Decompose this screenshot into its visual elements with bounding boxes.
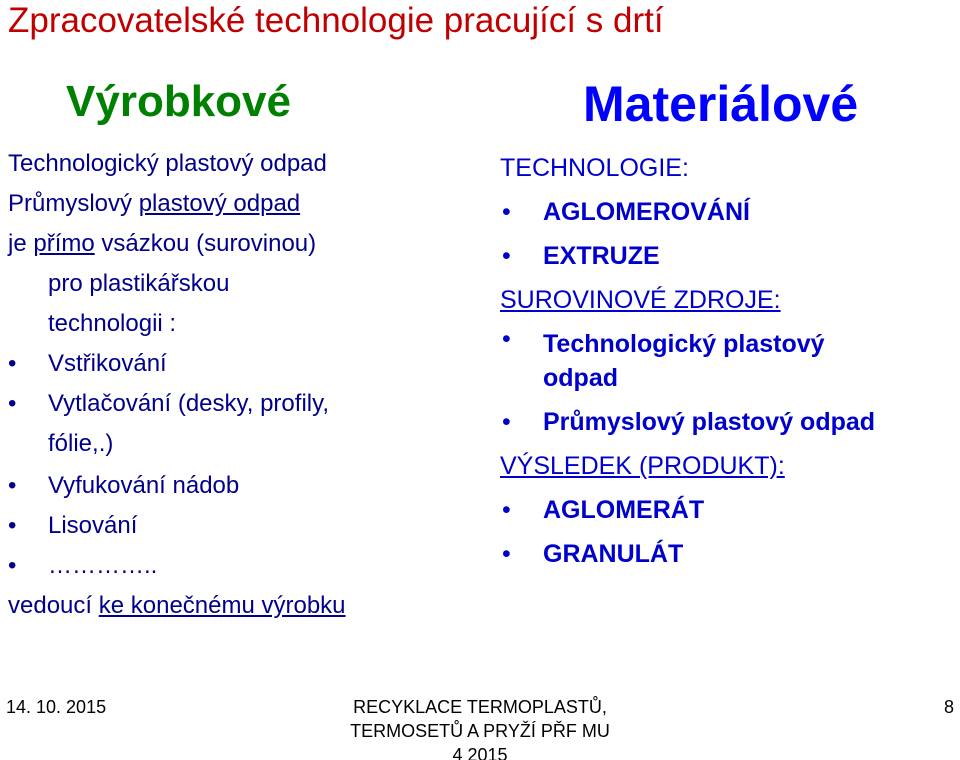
footer-page-number: 8	[943, 697, 954, 717]
footer-course-title	[0, 695, 960, 760]
right-heading: Materiálové	[583, 76, 859, 132]
item-aglomerat: • AGLOMERÁT	[500, 488, 955, 532]
bullet-vyfukovani: • Vyfukování nádob	[8, 466, 478, 506]
left-line-vedouci-underlined: ke konečnému výrobku	[98, 592, 346, 619]
item-technologicky-odpad-line1: Technologický plastový	[543, 330, 825, 358]
item-technologicky-odpad	[500, 322, 955, 400]
item-extruze: • EXTRUZE	[500, 234, 955, 278]
left-column	[8, 144, 478, 626]
left-line-prumyslovy-underlined: plastový odpad	[138, 190, 301, 217]
right-column	[500, 146, 955, 576]
bullet-lisovani: • Lisování	[8, 506, 478, 546]
footer-course-line3: 4 2015	[452, 745, 508, 760]
left-line-prumyslovy	[8, 184, 478, 224]
section-surovinove-zdroje: SUROVINOVÉ ZDROJE:	[500, 286, 781, 314]
left-line-primo-underlined: přímo	[33, 230, 95, 257]
bullet-vytlacovani-continued: fólie,.)	[48, 430, 114, 457]
left-line-primo-end: vsázkou (surovinou)	[94, 230, 317, 257]
bullet-vstrikovani: • Vstřikování	[8, 344, 478, 384]
left-line-primo	[8, 224, 478, 264]
bullet-ellipsis: • …………..	[8, 546, 478, 586]
left-line-plastikarskou: pro plastikářskou	[48, 270, 230, 297]
left-line-vedouci-start: vedoucí	[8, 592, 99, 619]
section-vysledek: VÝSLEDEK (PRODUKT):	[500, 452, 785, 480]
item-aglomerovani: • AGLOMEROVÁNÍ	[500, 190, 955, 234]
footer-course-line1: RECYKLACE TERMOPLASTŮ,	[353, 697, 607, 717]
left-heading: Výrobkové	[66, 77, 291, 126]
bullet-vytlacovani: • Vytlačování (desky, profily,	[8, 384, 478, 424]
item-granulat: • GRANULÁT	[500, 532, 955, 576]
left-line-vedouci	[8, 586, 478, 626]
item-technologicky-odpad-line2: odpad	[543, 364, 618, 392]
left-line-prumyslovy-start: Průmyslový	[8, 190, 139, 217]
section-technologie: TECHNOLOGIE:	[500, 154, 689, 182]
footer-course-line2: TERMOSETŮ A PRYŽÍ PŘF MU	[350, 721, 610, 741]
item-prumyslovy-odpad: • Průmyslový plastový odpad	[500, 400, 955, 444]
left-line-technologicky: Technologický plastový odpad	[8, 150, 327, 177]
left-line-technologii: technologii :	[48, 310, 177, 337]
slide-title: Zpracovatelské technologie pracující s drtí	[8, 1, 664, 40]
footer-date: 14. 10. 2015	[6, 697, 107, 717]
left-line-primo-start: je	[8, 230, 34, 257]
